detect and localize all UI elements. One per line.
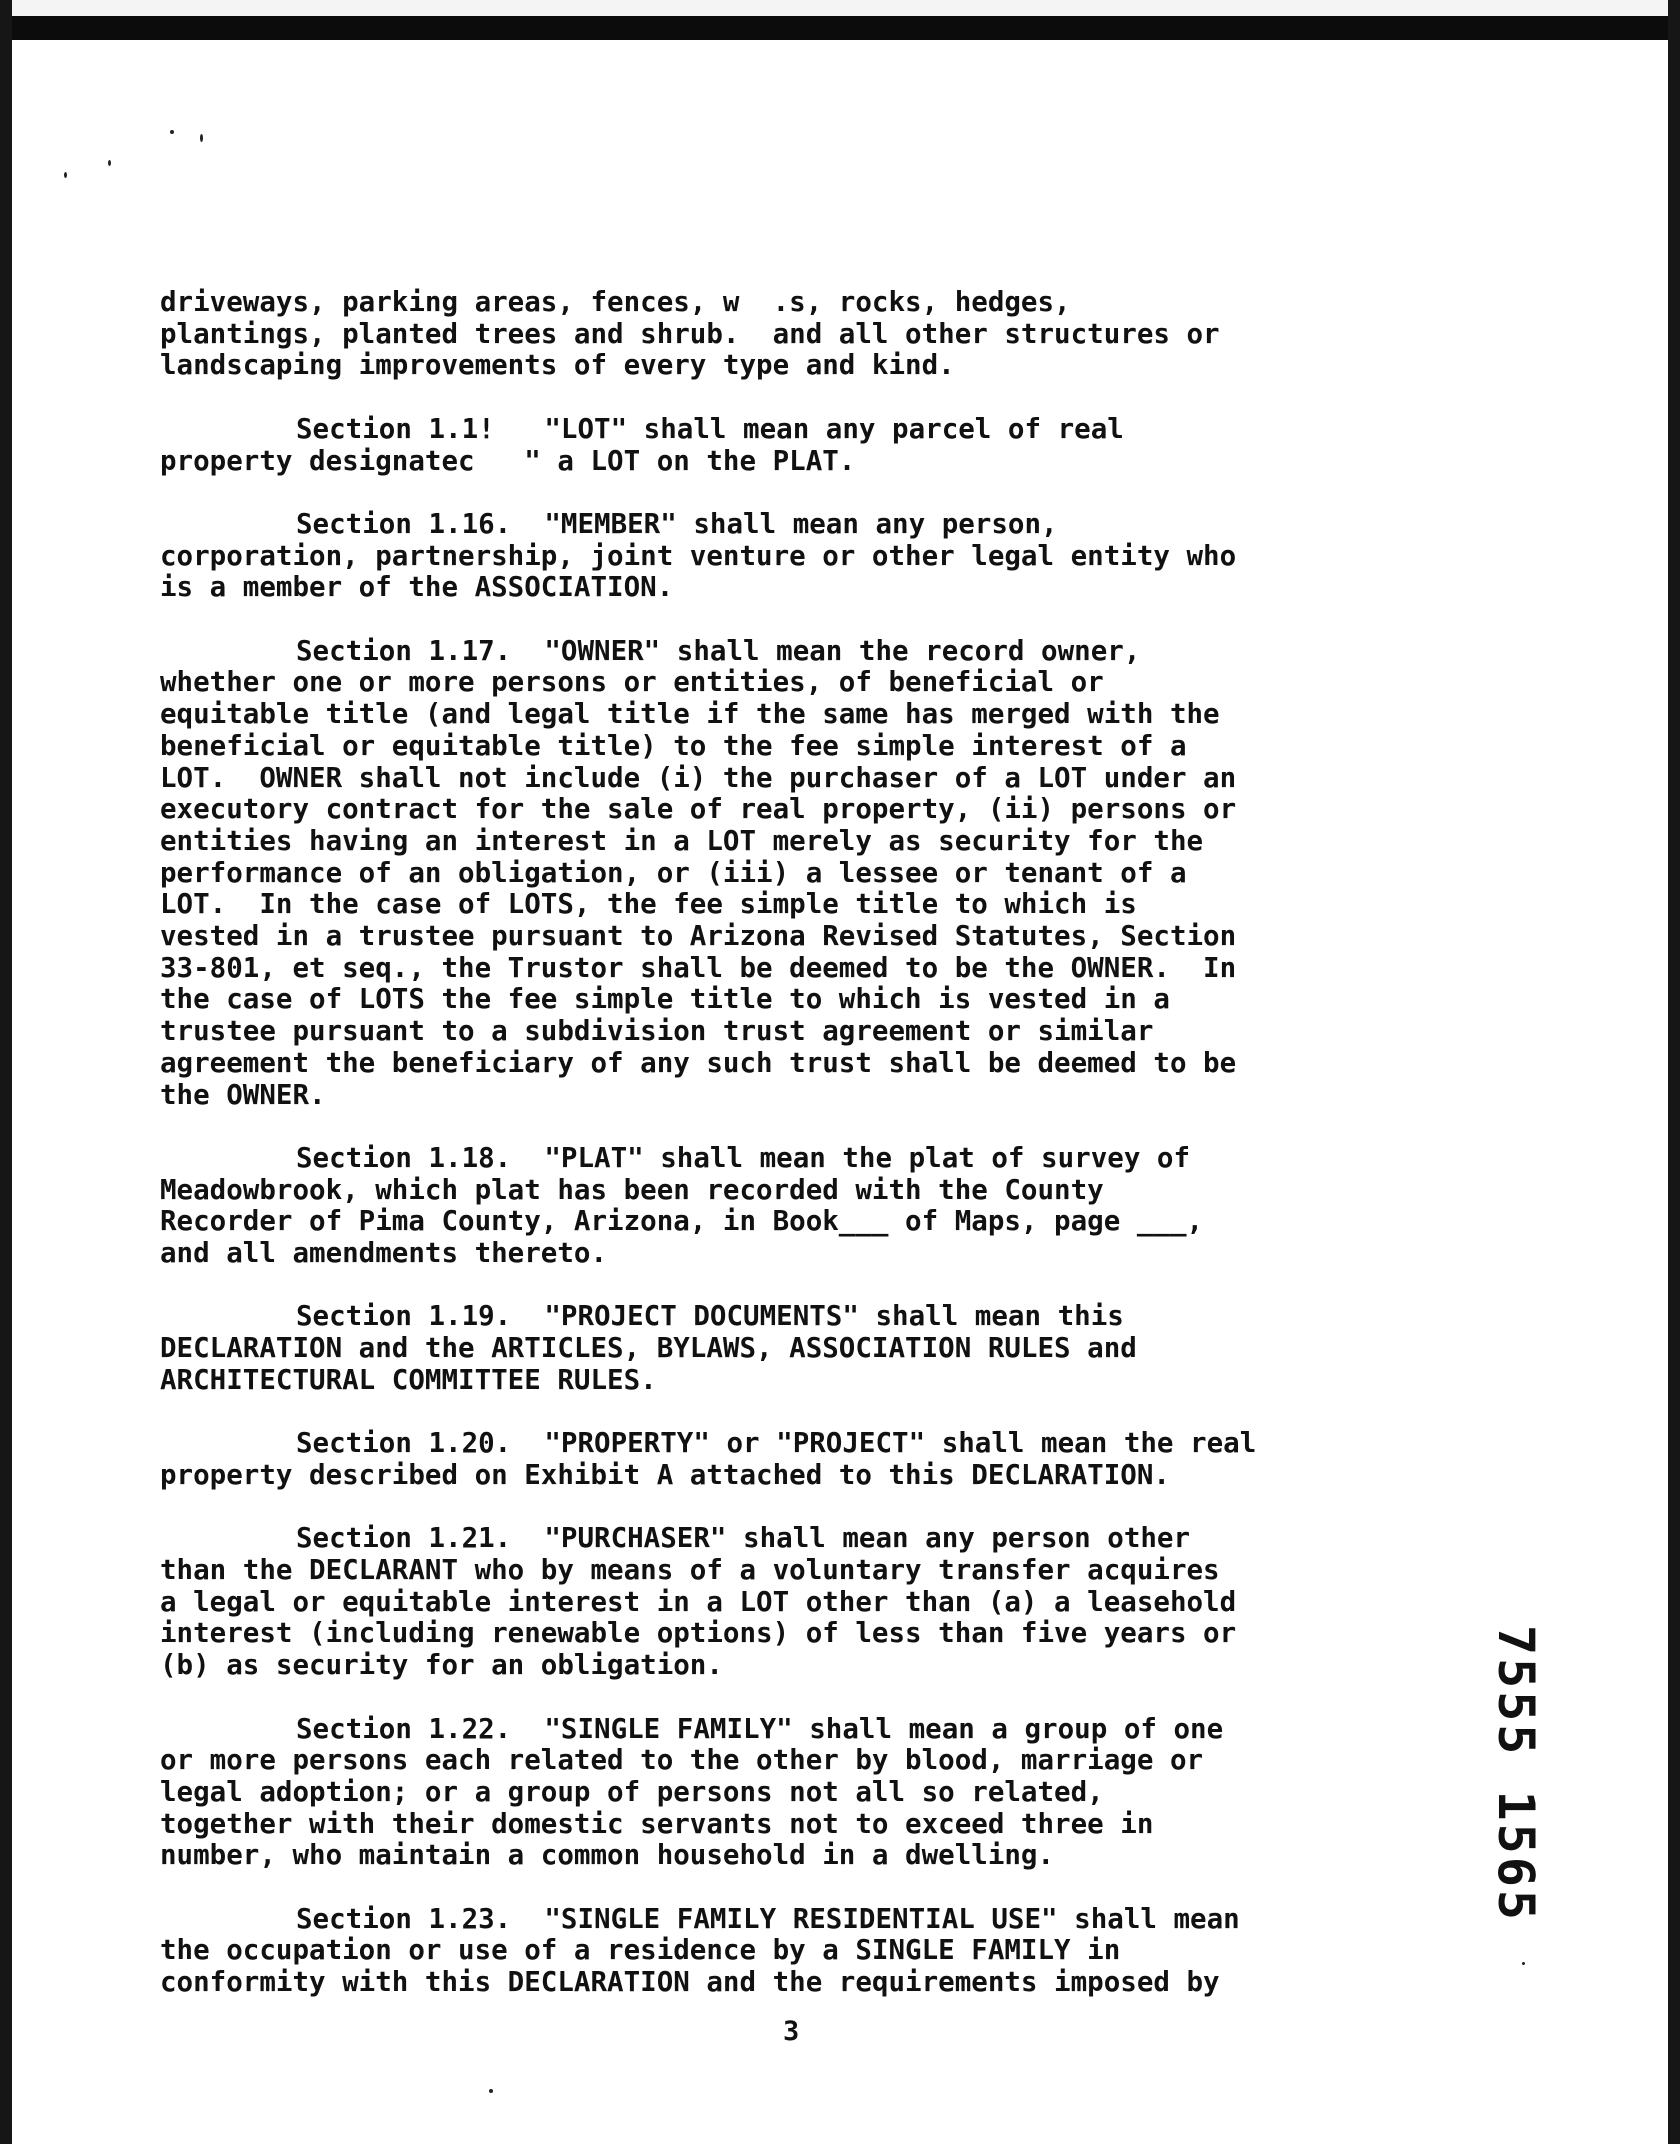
scan-speck [1522,1962,1525,1965]
text-line: executory contract for the sale of real property, (ii) persons or [160,793,1237,826]
text-line: whether one or more persons or entities, of beneficial or [160,666,1104,699]
scan-speck [170,130,174,134]
paragraph-section-1-22 [160,1714,1450,1873]
text-line: agreement the beneficiary of any such trust shall be deemed to be [160,1046,1237,1079]
text-line: Section 1.19. "PROJECT DOCUMENTS" shall mean this [296,1300,1124,1333]
scan-border-left [0,0,12,2144]
text-line: ARCHITECTURAL COMMITTEE RULES. [160,1363,657,1396]
text-line: beneficial or equitable title) to the fee simple interest of a [160,729,1187,762]
text-line: number, who maintain a common household in a dwelling. [160,1839,1055,1872]
paragraph-section-1-17 [160,636,1450,1112]
paragraph-section-1-15 [160,414,1450,477]
text-line: than the DECLARANT who by means of a voluntary transfer acquires [160,1554,1220,1587]
text-line: the OWNER. [160,1078,326,1111]
text-line: the case of LOTS the fee simple title to which is vested in a [160,983,1170,1016]
text-line: landscaping improvements of every type and kind. [160,349,955,382]
text-line: Meadowbrook, which plat has been recorded with the County [160,1173,1104,1206]
text-line: legal adoption; or a group of persons not all so related, [160,1775,1104,1808]
text-line: property described on Exhibit A attached to this DECLARATION. [160,1458,1170,1491]
paragraph-section-1-23 [160,1904,1450,1999]
text-line: entities having an interest in a LOT merely as security for the [160,824,1204,857]
scan-speck [64,172,67,178]
text-line: or more persons each related to the other by blood, marriage or [160,1744,1204,1777]
document-body [160,287,1450,2031]
text-line: (b) as security for an obligation. [160,1649,723,1682]
paragraph-section-1-18 [160,1143,1450,1270]
text-line: 33-801, et seq., the Trustor shall be deemed to be the OWNER. In [160,951,1237,984]
text-line: DECLARATION and the ARTICLES, BYLAWS, ASSOCIATION RULES and [160,1332,1137,1365]
text-line: Section 1.20. "PROPERTY" or "PROJECT" shall mean the real [296,1427,1257,1460]
text-line: property designatec " a LOT on the PLAT. [160,444,856,477]
text-line: Section 1.22. "SINGLE FAMILY" shall mean a group of one [296,1712,1224,1745]
text-line: Section 1.23. "SINGLE FAMILY RESIDENTIAL USE" shall mean [296,1902,1240,1935]
page-number: 3 [783,2016,800,2047]
scan-speck [108,160,111,166]
text-line: and all amendments thereto. [160,1237,608,1270]
text-line: equitable title (and legal title if the same has merged with the [160,698,1220,731]
text-line: the occupation or use of a residence by a SINGLE FAMILY in [160,1934,1121,1967]
paragraph-section-1-19 [160,1301,1450,1396]
scan-speck [200,134,203,142]
text-line: Section 1.17. "OWNER" shall mean the record owner, [296,634,1141,667]
scan-border-right [1668,0,1680,2144]
text-line: LOT. In the case of LOTS, the fee simple title to which is [160,888,1137,921]
scan-paper-edge [0,0,1680,16]
text-line: corporation, partnership, joint venture or other legal entity who [160,539,1237,572]
paragraph-section-1-20 [160,1428,1450,1491]
text-line: Section 1.1! "LOT" shall mean any parcel of real [296,412,1124,445]
text-line: a legal or equitable interest in a LOT other than (a) a leasehold [160,1585,1237,1618]
paragraph-section-1-16 [160,509,1450,604]
text-line: LOT. OWNER shall not include (i) the purchaser of a LOT under an [160,761,1237,794]
text-line: Section 1.21. "PURCHASER" shall mean any person other [296,1522,1191,1555]
text-line: interest (including renewable options) of less than five years or [160,1617,1237,1650]
text-line: vested in a trustee pursuant to Arizona Revised Statutes, Section [160,920,1237,953]
scan-speck [489,2089,493,2093]
text-line: Recorder of Pima County, Arizona, in Book___ of Maps, page ___, [160,1205,1204,1238]
text-line: driveways, parking areas, fences, w .s, rocks, hedges, [160,286,1071,318]
text-line: Section 1.18. "PLAT" shall mean the plat of survey of [296,1141,1191,1174]
text-line: Section 1.16. "MEMBER" shall mean any person, [296,507,1058,540]
text-line: plantings, planted trees and shrub. and all other structures or [160,317,1220,350]
paragraph-section-1-21 [160,1523,1450,1682]
paragraph-intro [160,287,1450,382]
text-line: together with their domestic servants not to exceed three in [160,1807,1154,1840]
margin-record-number: 7555 1565 [1487,1625,1545,1923]
text-line: performance of an obligation, or (iii) a lessee or tenant of a [160,856,1187,889]
text-line: conformity with this DECLARATION and the requirements imposed by [160,1966,1220,1999]
text-line: is a member of the ASSOCIATION. [160,571,674,604]
text-line: trustee pursuant to a subdivision trust agreement or similar [160,1015,1154,1048]
